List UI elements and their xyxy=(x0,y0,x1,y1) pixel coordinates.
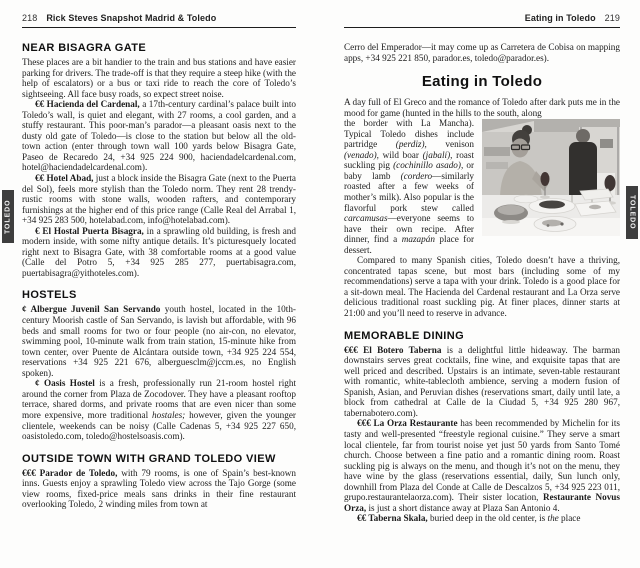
paragraph-near-bisagra-intro: These places are a bit handier to the train and bus stations and have easier parking for drivers. The trade-off is that they require a steep hike (with the help of escalators) or a bus or taxi ride to reach the core of Toledo’s sightseeing. All face busy roads, so expect street noise. xyxy=(22,57,296,99)
heading-outside-town: OUTSIDE TOWN WITH GRAND TOLEDO VIEW xyxy=(22,452,276,465)
restaurant-photo-illustration xyxy=(482,119,620,236)
paragraph-el-botero-taberna: €€€ El Botero Taberna is a delightful little hideaway. The barman downstairs serves great cocktails, fine wine, and exquisite tapas that are well priced and described. Upstairs is an intimate, seven-table restaurant with romantic, white-tablecloth ambience, serving a modern fusion of Spanish, Asian, and Peruvian dishes (reservations smart, daily until late, a block from cathedral at Calle de la Ciudad 5, +34 925 280 967, tabernabotero.com). xyxy=(344,344,620,418)
paragraph-la-orza-restaurante: €€€ La Orza Restaurante has been recommended by Michelin for its tasty and well-presented “freestyle regional cuisine.” They serve a smart local clientele, far from tourist noise yet just 50 yards from Santo Tomé church. Choose between a fine patio and a romantic dining room. Roast suckling pig is always on the menu, and though it’s not on the menu, they have wine by the glass (reservations essential, daily, Sun lunch only, downhill from Plaza del Conde at Calle de Descalzos 5, +34 925 223 011, grupo.restaurantelaorza.com). Their sister location, Restaurante Novus Orza, is just a short distance away at Plaza San Antonio 4. xyxy=(344,418,620,513)
margin-tab-toledo-left: TOLEDO xyxy=(2,190,14,243)
paragraph-hacienda-del-cardenal: €€ Hacienda del Cardenal, a 17th-century cardinal’s palace built into Toledo’s wall, is quiet and elegant, with 27 rooms, a cool garden, and a stuffy restaurant. This poor-man’s parador—a pleasant oasis next to the dusty old gate of Toledo—is close to the station but below all the old-town action (enter through town wall 100 yards below Bisagra Gate, Paseo de Recaredo 24, +34 925 224 900, haciendadelcardenal.com, hotel@haciendadelcardenal.com). xyxy=(22,99,296,173)
heading-eating-in-toledo: Eating in Toledo xyxy=(421,73,543,91)
paragraph-oasis-hostel: ¢ Oasis Hostel is a fresh, professionally run 21-room hostel right around the corner from Plaza de Zocodover. They have a pleasant rooftop terrace, shared dorms, and private rooms that are even nicer than some more expensive, more traditional hostales; however, given the younger clientele, weekends can be noisy (Calle Cadenas 5, +34 925 227 650, oasistoledo.com, toledo@hostelsoasis.com). xyxy=(22,378,296,442)
heading-hostels: HOSTELS xyxy=(22,289,77,302)
margin-tab-toledo-right: TOLEDO xyxy=(626,186,638,239)
running-head-left xyxy=(22,13,296,28)
paragraph-taberna-skala: €€ Taberna Skala, buried deep in the old center, is the place xyxy=(357,513,581,524)
paragraph-parador-de-toledo: €€€ Parador de Toledo, with 79 rooms, is one of Spain’s best-known inns. Guests enjoy a sprawling Toledo view across the Tajo Gorge (some view rooms, fixed-price meals sans drinks in their fine restaurant overlooking Toledo, 2 winding miles from town at xyxy=(22,467,296,510)
chapter-title: Eating in Toledo xyxy=(524,13,596,23)
heading-memorable-dining: MEMORABLE DINING xyxy=(344,329,465,342)
paragraph-tapas-scene: Compared to many Spanish cities, Toledo doesn’t have a thriving, concentrated tapas scene, but most bars (including some of my recommendations) serve a tapa with your drink. Toledo is a good place for a sit-down meal. The Hacienda del Cardenal restaurant and La Orza serve delicious traditional roast suckling pig. At finer places, dinner starts at 21:00 and you’ll need to reserve in advance. xyxy=(344,255,620,319)
paragraph-hotel-abad: €€ Hotel Abad, just a block inside the Bisagra Gate (next to the Puerta del Sol), feels more stylish than the Toledo norm. They rent 28 trendy-rustic rooms with stone walls, wooden rafters, and contemporary furnishings at the higher end of this price range (Calle Real del Arrabal 1, +34 925 283 500, hotelabad.com, info@hotelabad.com). xyxy=(22,173,296,226)
heading-near-bisagra-gate: NEAR BISAGRA GATE xyxy=(22,42,147,54)
page-left xyxy=(22,13,296,510)
paragraph-game-dishes-lead: A day full of El Greco and the romance of Toledo after dark puts me in the mood for game (hunted in the hills to the south, along xyxy=(344,97,620,118)
restaurant-photo xyxy=(482,119,620,236)
paragraph-hostal-puerta-bisagra: € El Hostal Puerta Bisagra, in a sprawling old building, is fresh and modern inside, with some nifty antique details. It’s picturesquely located right next to Bisagra Gate, with 38 comfortable rooms at a good value (Calle del Potro 5, +34 925 285 277, puertabisagra.com, puertabisagra@yithoteles.com). xyxy=(22,225,296,278)
page-number-right: 219 xyxy=(604,13,620,23)
page-right xyxy=(344,13,620,524)
page-number-left: 218 xyxy=(22,13,38,23)
book-title: Rick Steves Snapshot Madrid & Toledo xyxy=(46,13,217,23)
paragraph-albergue-juvenil: ¢ Albergue Juvenil San Servando youth hostel, located in the 10th-century Moorish castle of San Servando, is lavish but affordable, with 96 beds and small rooms for two or four people (no air-con, no elevator, swimming pool, 10-minute walk from train station, 15-minute hike from town center, over Puente de Alcántara outside town, +34 925 224 554, reservations +34 925 221 676, alberguesclm@jccm.es, no English spoken). xyxy=(22,304,296,378)
paragraph-game-dishes-wrap: the border with La Mancha). Typical Toledo dishes include partridge (perdiz), venison (venado), wild boar (jabalí), roast suckling pig (cochinillo asado), or baby lamb (cordero—similarly roasted after a few weeks of mother’s milk). Also popular is the flavorful pork stew called carcamusas—everyone seems to have their own recipe. After dinner, find a mazapán place for dessert. xyxy=(344,118,475,255)
running-head-right xyxy=(344,13,620,28)
paragraph-parador-continuation: Cerro del Emperador—it may come up as Carretera de Cobisa on mapping apps, +34 925 221 850, parador.es, toledo@parador.es). xyxy=(344,42,620,63)
